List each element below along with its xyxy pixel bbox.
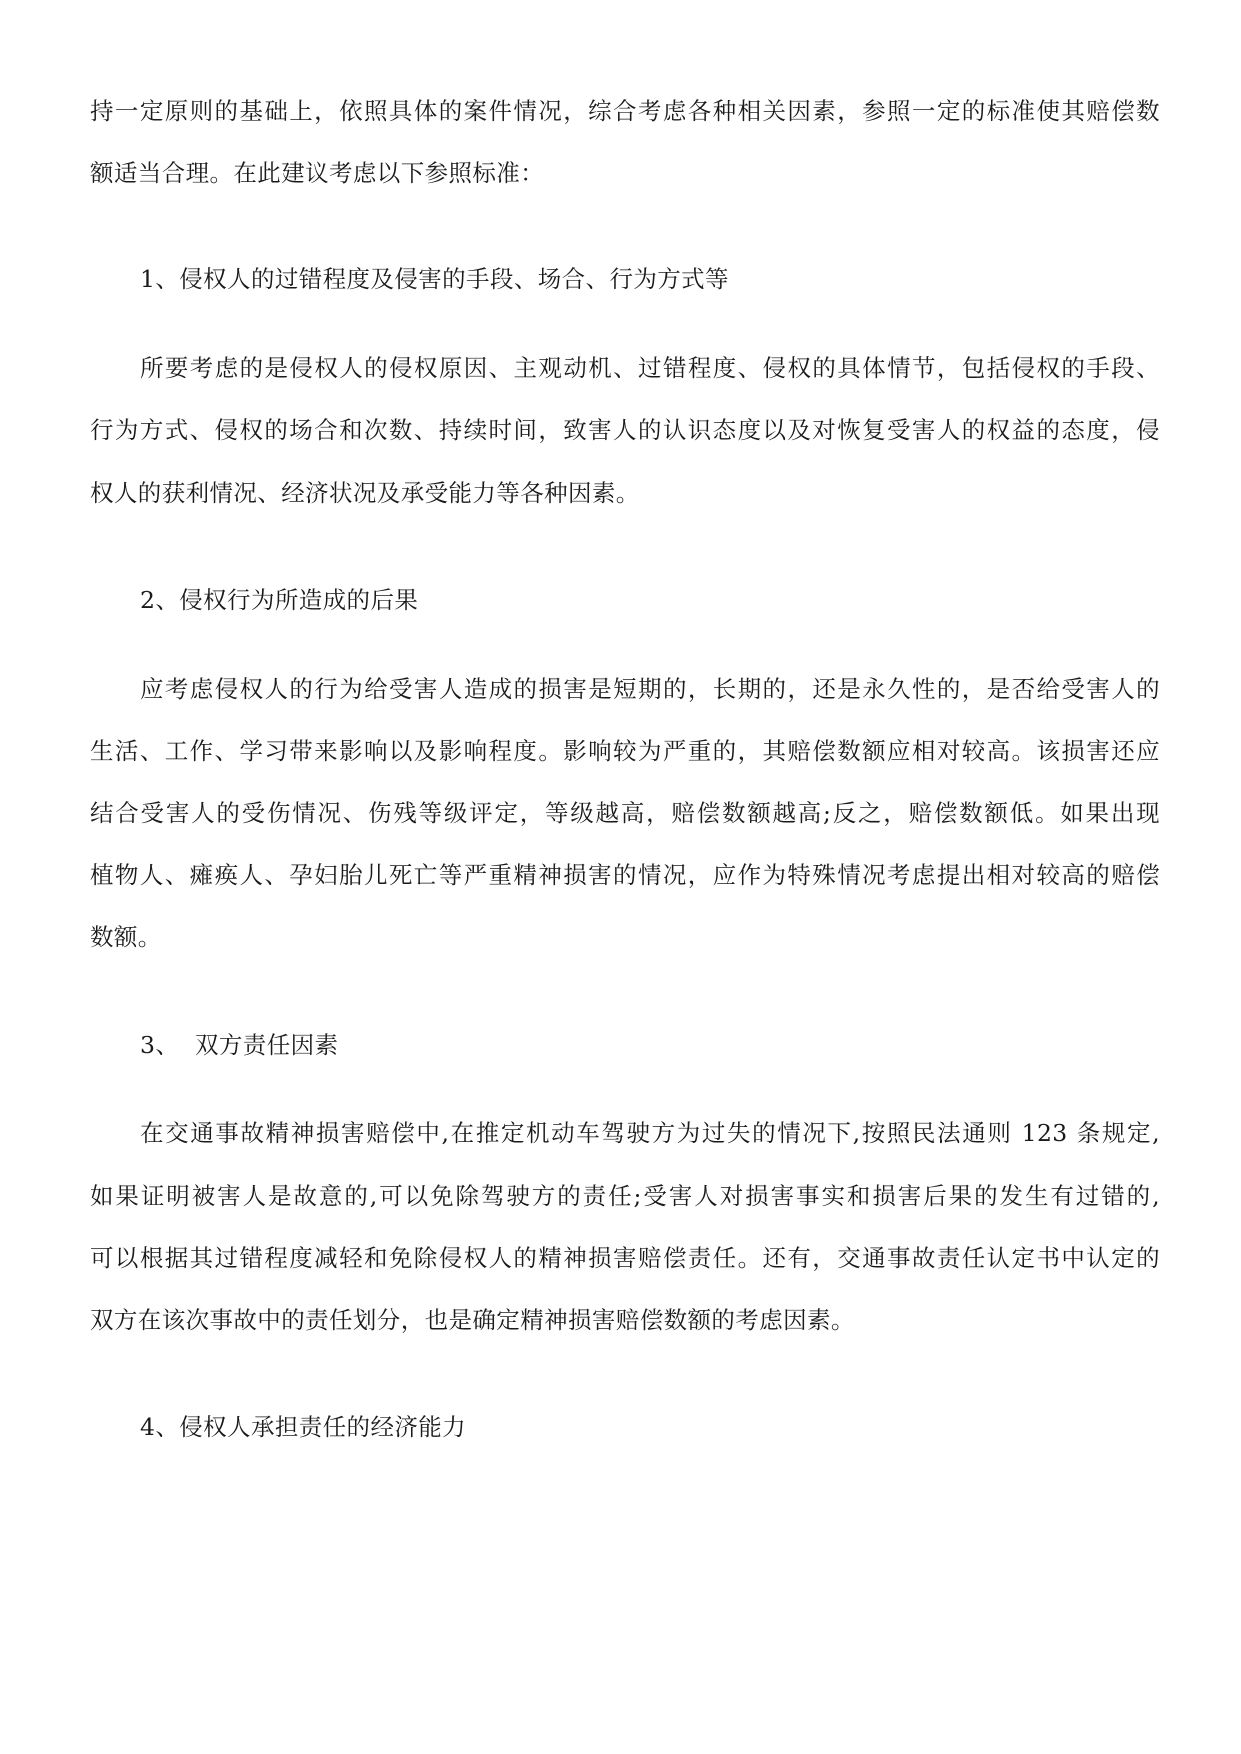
paragraph-line: 双方在该次事故中的责任划分，也是确定精神损害赔偿数额的考虑因素。	[90, 1306, 855, 1334]
paragraph-line: 结合受害人的受伤情况、伤残等级评定，等级越高，赔偿数额越高;反之，赔偿数额低。如果出现	[90, 799, 1160, 827]
paragraph-line: 植物人、瘫痪人、孕妇胎儿死亡等严重精神损害的情况，应作为特殊情况考虑提出相对较高的赔偿	[90, 861, 1160, 889]
paragraph-line: 所要考虑的是侵权人的侵权原因、主观动机、过错程度、侵权的具体情节，包括侵权的手段、	[140, 354, 1160, 382]
paragraph-line: 权人的获利情况、经济状况及承受能力等各种因素。	[90, 479, 640, 507]
paragraph-line: 行为方式、侵权的场合和次数、持续时间，致害人的认识态度以及对恢复受害人的权益的态度，侵	[90, 416, 1160, 444]
section-heading: 3、 双方责任因素	[140, 1031, 339, 1059]
paragraph-line: 数额。	[90, 923, 162, 951]
paragraph-line: 在交通事故精神损害赔偿中,在推定机动车驾驶方为过失的情况下,按照民法通则 123 条规定,	[140, 1119, 1160, 1147]
section-heading: 4、侵权人承担责任的经济能力	[140, 1413, 467, 1441]
paragraph-line: 应考虑侵权人的行为给受害人造成的损害是短期的，长期的，还是永久性的，是否给受害人的	[140, 675, 1160, 703]
paragraph-line: 额适当合理。在此建议考虑以下参照标准：	[90, 159, 545, 187]
paragraph-line: 可以根据其过错程度减轻和免除侵权人的精神损害赔偿责任。还有，交通事故责任认定书中认定的	[90, 1244, 1160, 1272]
paragraph-line: 持一定原则的基础上，依照具体的案件情况，综合考虑各种相关因素，参照一定的标准使其赔偿数	[90, 97, 1160, 125]
paragraph-line: 生活、工作、学习带来影响以及影响程度。影响较为严重的，其赔偿数额应相对较高。该损害还应	[90, 737, 1160, 765]
section-heading: 1、侵权人的过错程度及侵害的手段、场合、行为方式等	[140, 265, 729, 293]
section-heading: 2、侵权行为所造成的后果	[140, 586, 419, 614]
paragraph-line: 如果证明被害人是故意的,可以免除驾驶方的责任;受害人对损害事实和损害后果的发生有过错的,	[90, 1182, 1160, 1210]
